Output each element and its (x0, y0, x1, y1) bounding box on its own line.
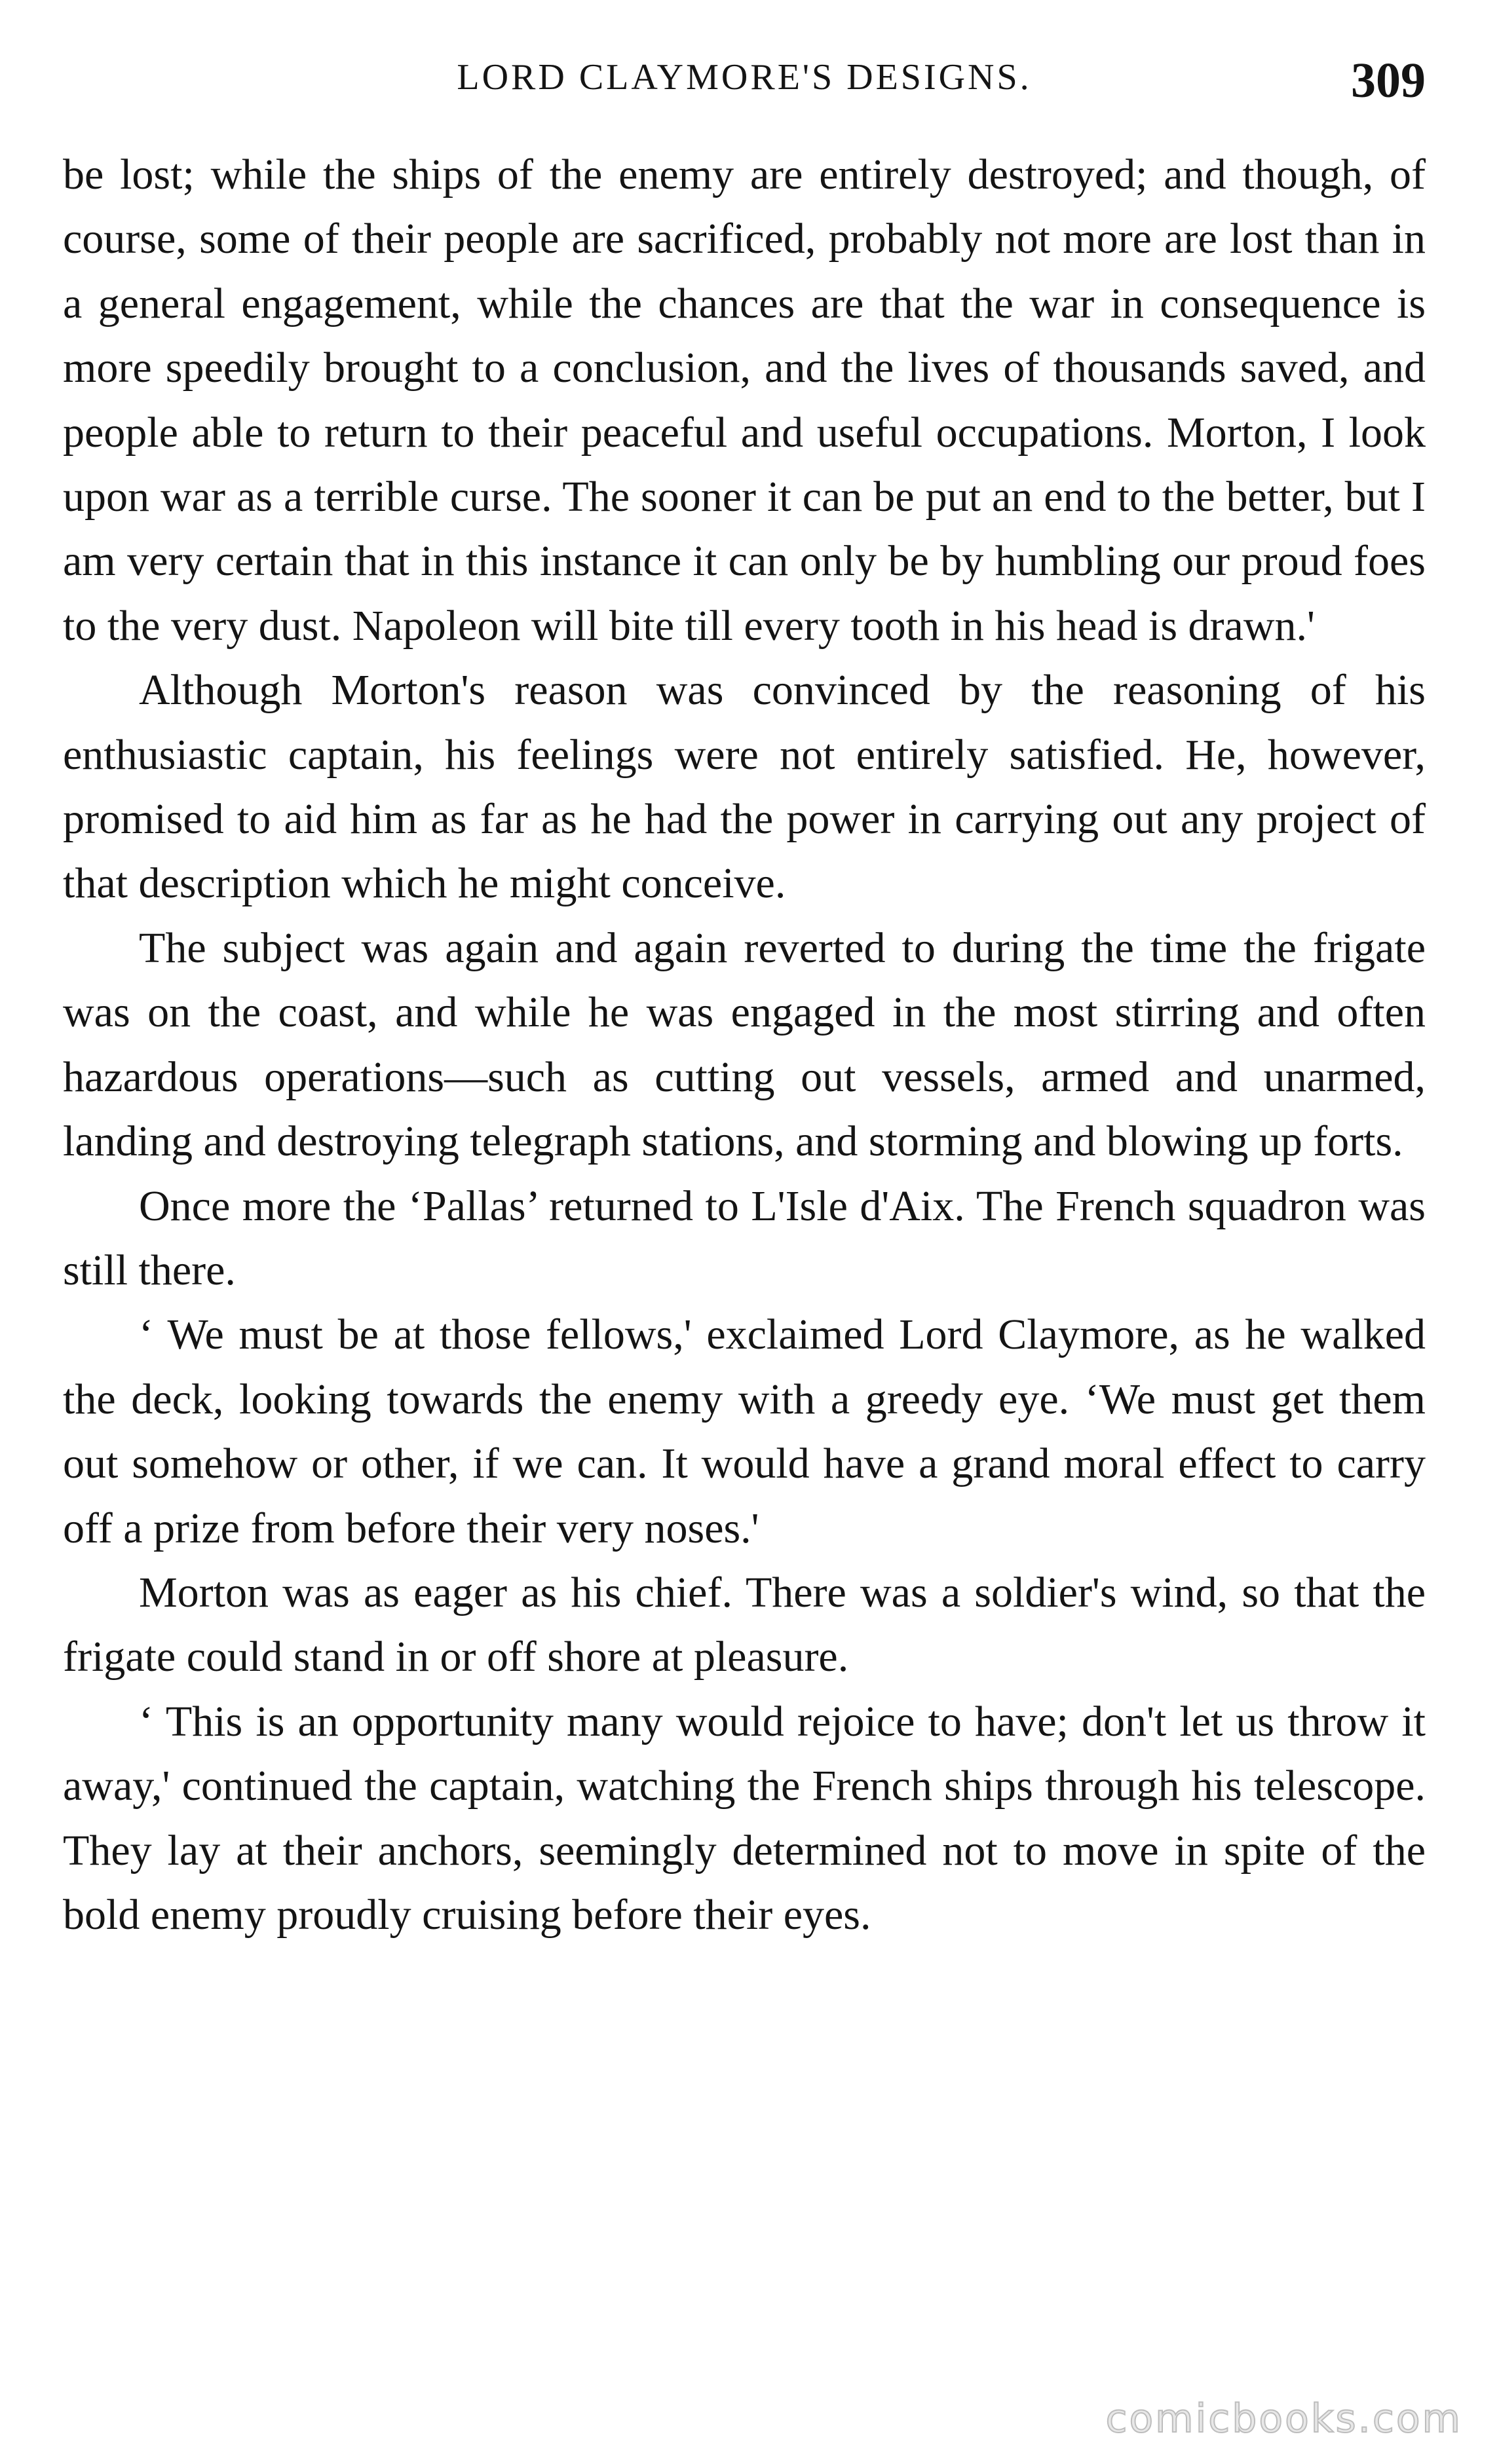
paragraph-continued: be lost; while the ships of the enemy are entirely destroyed; and though, of course, some of their people are sacrificed, probably not more are lost than in a general engagement, while the chances are that the war in consequence is more speedily brought to a conclusion, and the lives of thousands saved, and people able to return to their peaceful and useful occupations. Morton, I look upon war as a terrible curse. The sooner it can be put an end to the better, but I am very certain that in this instance it can only be by humbling our proud foes to the very dust. Napoleon will bite till every tooth in his head is drawn.' (63, 151, 1426, 650)
watermark: comicbooks.com (1105, 2396, 1462, 2442)
page-number: 309 (1351, 53, 1426, 108)
paragraph: Although Morton's reason was convinced by the reasoning of his enthusiastic captain, his feelings were not entirely satisfied. He, however, promised to aid him as far as he had the power in carrying out any project of that description which he might conceive. (63, 666, 1426, 908)
paragraph: ‘ This is an opportunity many would rejoice to have; don't let us throw it away,' continued the captain, watching the French ships through his telescope. They lay at their anchors, seemingly determined not to move in spite of the bold enemy proudly cruising before their eyes. (63, 1697, 1426, 1939)
paragraph: Once more the ‘Pallas’ returned to L'Isle d'Aix. The French squadron was still there. (63, 1182, 1426, 1294)
running-head (63, 52, 1426, 124)
paragraph: Morton was as eager as his chief. There was a soldier's wind, so that the frigate could stand in or off shore at pleasure. (63, 1568, 1426, 1681)
paragraph: ‘ We must be at those fellows,' exclaimed Lord Claymore, as he walked the deck, looking towards the enemy with a greedy eye. ‘We must get them out somehow or other, if we can. It would have a grand moral effect to carry off a prize from before their very noses.' (63, 1311, 1426, 1552)
running-title: LORD CLAYMORE'S DESIGNS. (457, 57, 1032, 98)
paragraph: The subject was again and again reverted to during the time the frigate was on the coast, and while he was engaged in the most stirring and often hazardous operations—such as cutting out vessels, armed and unarmed, landing and destroying telegraph stations, and storming and blowing up forts. (63, 924, 1426, 1166)
body-text (63, 143, 1426, 1947)
